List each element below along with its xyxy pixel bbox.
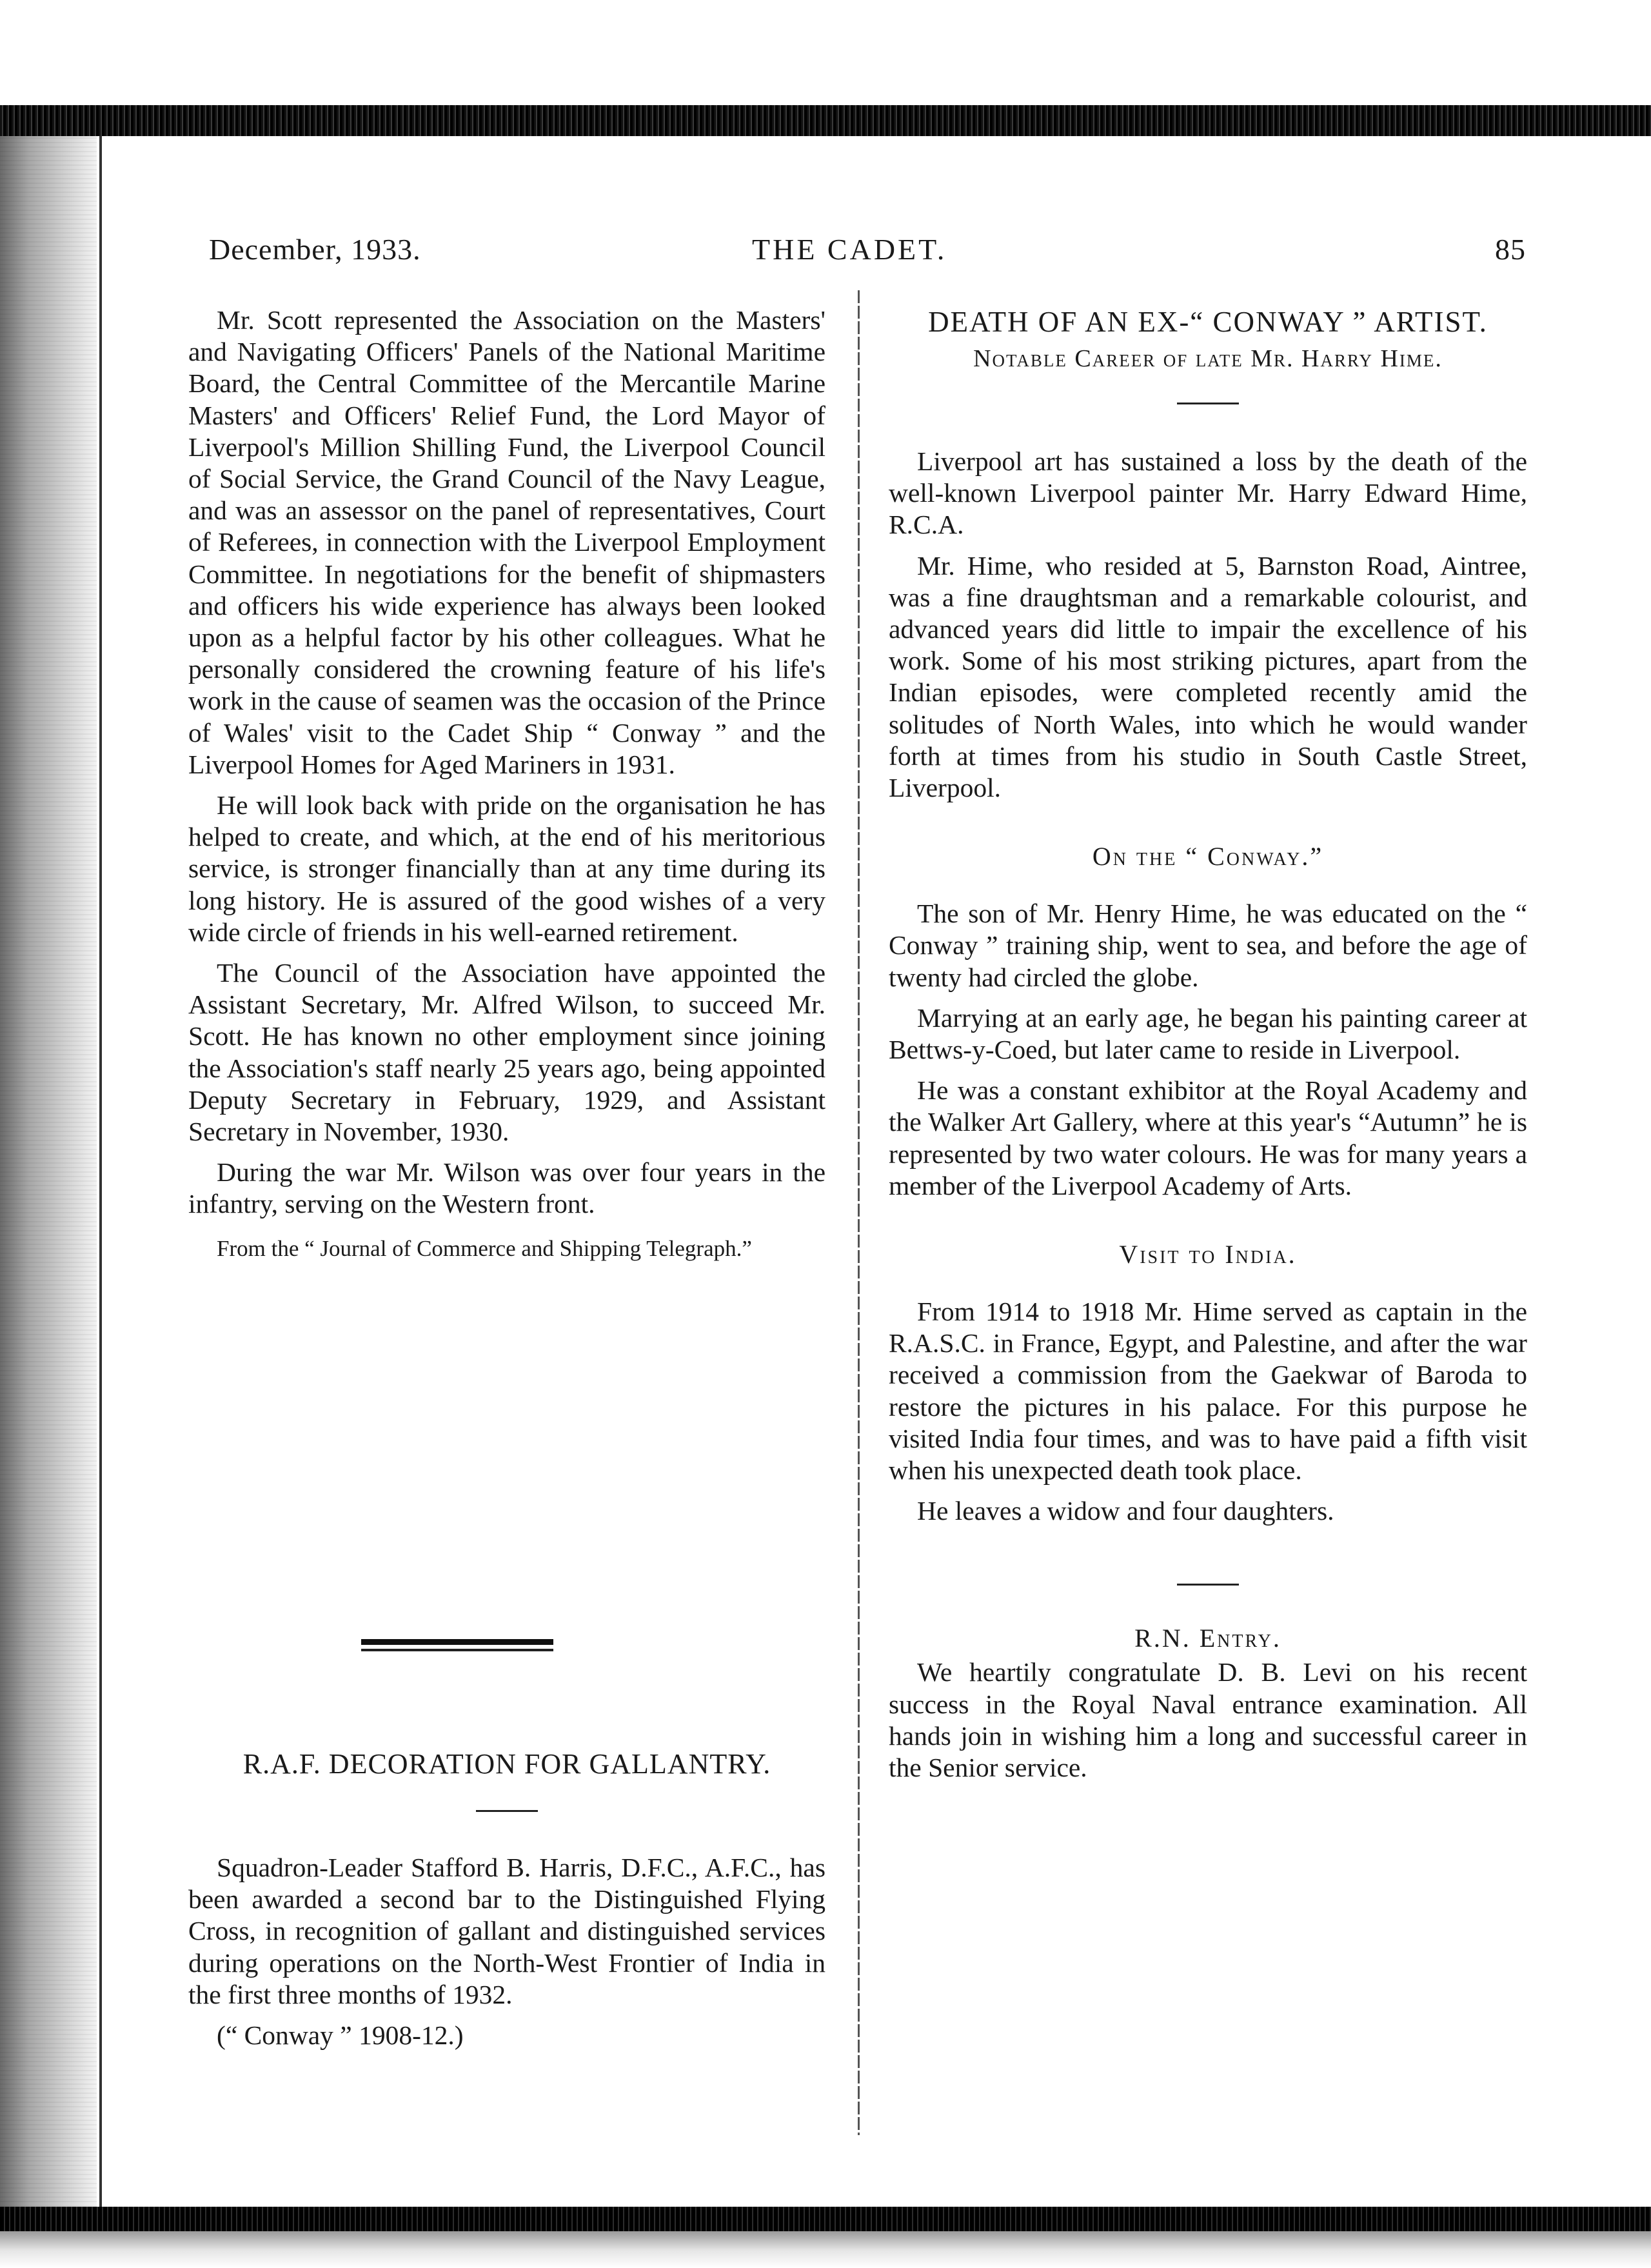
section-heading-rn-entry: R.N. Entry. [1134,1624,1281,1653]
article-subheading: Notable Career of late Mr. Harry Hime. [973,345,1443,372]
scan-left-rule [99,136,102,2207]
paragraph: From 1914 to 1918 Mr. Hime served as captain in the R.A.S.C. in France, Egypt, and Palestine, and after the war received a commission from the Gaekwar of Baroda to restore the pictures in his palace. For this purpose he visited India four times, and was to have paid a fifth visit when his unexpected death took place. [889,1297,1527,1486]
paragraph: We heartily congratulate D. B. Levi on his recent success in the Royal Naval entrance examination. All hands join in wishing him a long and successful career in the Senior service. [889,1657,1527,1783]
short-rule [1177,403,1239,404]
paragraph: Mr. Hime, who resided at 5, Barnston Road, Aintree, was a fine draughtsman and a remarkable colourist, and advanced years did little to impair the excellence of his work. Some of his most striking pictures, apart from the Indian episodes, were completed recently amid the solitudes of North Wales, into which he would wander forth at times from his studio in South Castle Street, Liverpool. [889,550,1527,803]
scan-bottom-border [0,2207,1651,2231]
paragraph: The Council of the Association have appointed the Assistant Secretary, Mr. Alfred Wilson, to succeed Mr. Scott. He has known no other employment since joining the Association's staff nearly 25 years ago, being appointed Deputy Secretary in February, 1929, and Assistant Secretary in November, 1930. [188,958,826,1147]
raf-note: (“ Conway ” 1908-12.) [217,2020,464,2051]
section-heading-conway: On the “ Conway.” [1092,842,1324,871]
scan-bottom-edge [0,2231,1651,2268]
section-separator-rule [361,1639,553,1645]
paragraph: Mr. Scott represented the Association on the Masters' and Navigating Officers' Panels of the National Maritime Board, the Central Committee of the Mercantile Marine Masters' and Officers' Relief Fund, the Lord Mayor of Liverpool's Million Shilling Fund, the Liverpool Council of Social Service, the Grand Council of the Navy League, and was an assessor on the panel of representatives, Court of Referees, in connection with the Liverpool Employment Committee. In negotiations for the benefit of shipmasters and officers his wide experience has always been looked upon as a helpful factor by his other colleagues. What he personally considered the crowning feature of his life's work in the cause of seamen was the occasion of the Prince of Wales' visit to the Cadet Ship “ Conway ” and the Liverpool Homes for Aged Mariners in 1931. [188,305,826,779]
section-separator-rule-thin [361,1649,553,1651]
short-rule [476,1810,538,1812]
right-column [889,304,1527,1784]
paragraph: The son of Mr. Henry Hime, he was educated on the “ Conway ” training ship, went to sea, and before the age of twenty had circled the globe. [889,899,1527,992]
raf-article [188,1747,826,2051]
article-heading: DEATH OF AN EX-“ CONWAY ” ARTIST. [928,306,1488,338]
section-heading-india: Visit to India. [1119,1240,1297,1269]
paragraph: He will look back with pride on the organisation he has helped to create, and which, at the end of his meritorious service, is stronger financially than at any time during its long history. He is assured of the good wishes of a very wide circle of friends in his well-earned retirement. [188,790,826,947]
column-divider [858,290,860,2135]
short-rule [1177,1584,1239,1586]
header-title: THE CADET. [752,233,947,266]
paragraph: Liverpool art has sustained a loss by the death of the well-known Liverpool painter Mr. Harry Edward Hime, R.C.A. [889,446,1527,540]
raf-body: Squadron-Leader Stafford B. Harris, D.F.C., A.F.C., has been awarded a second bar to the Distinguished Flying Cross, in recognition of gallant and distinguished services during operations on the North-West Frontier of India in the first three months of 1932. [188,1853,826,2009]
left-column [188,304,826,1263]
raf-heading: R.A.F. DECORATION FOR GALLANTRY. [242,1748,771,1780]
page-number: 85 [1495,233,1526,266]
paragraph: Marrying at an early age, he began his painting career at Bettws-y-Coed, but later came to reside in Liverpool. [889,1002,1527,1065]
paragraph: He leaves a widow and four daughters. [917,1496,1334,1526]
paragraph: He was a constant exhibitor at the Royal Academy and the Walker Art Gallery, where at this year's “Autumn” he is represented by two water colours. He was for many years a member of the Liverpool Academy of Arts. [889,1075,1527,1200]
scan-top-border [0,105,1651,136]
scan-left-edge [0,136,97,2207]
source-credit: From the “ Journal of Commerce and Shipping Telegraph.” [217,1235,752,1261]
paragraph: During the war Mr. Wilson was over four years in the infantry, serving on the Western front. [188,1157,826,1219]
header-date: December, 1933. [209,233,421,266]
